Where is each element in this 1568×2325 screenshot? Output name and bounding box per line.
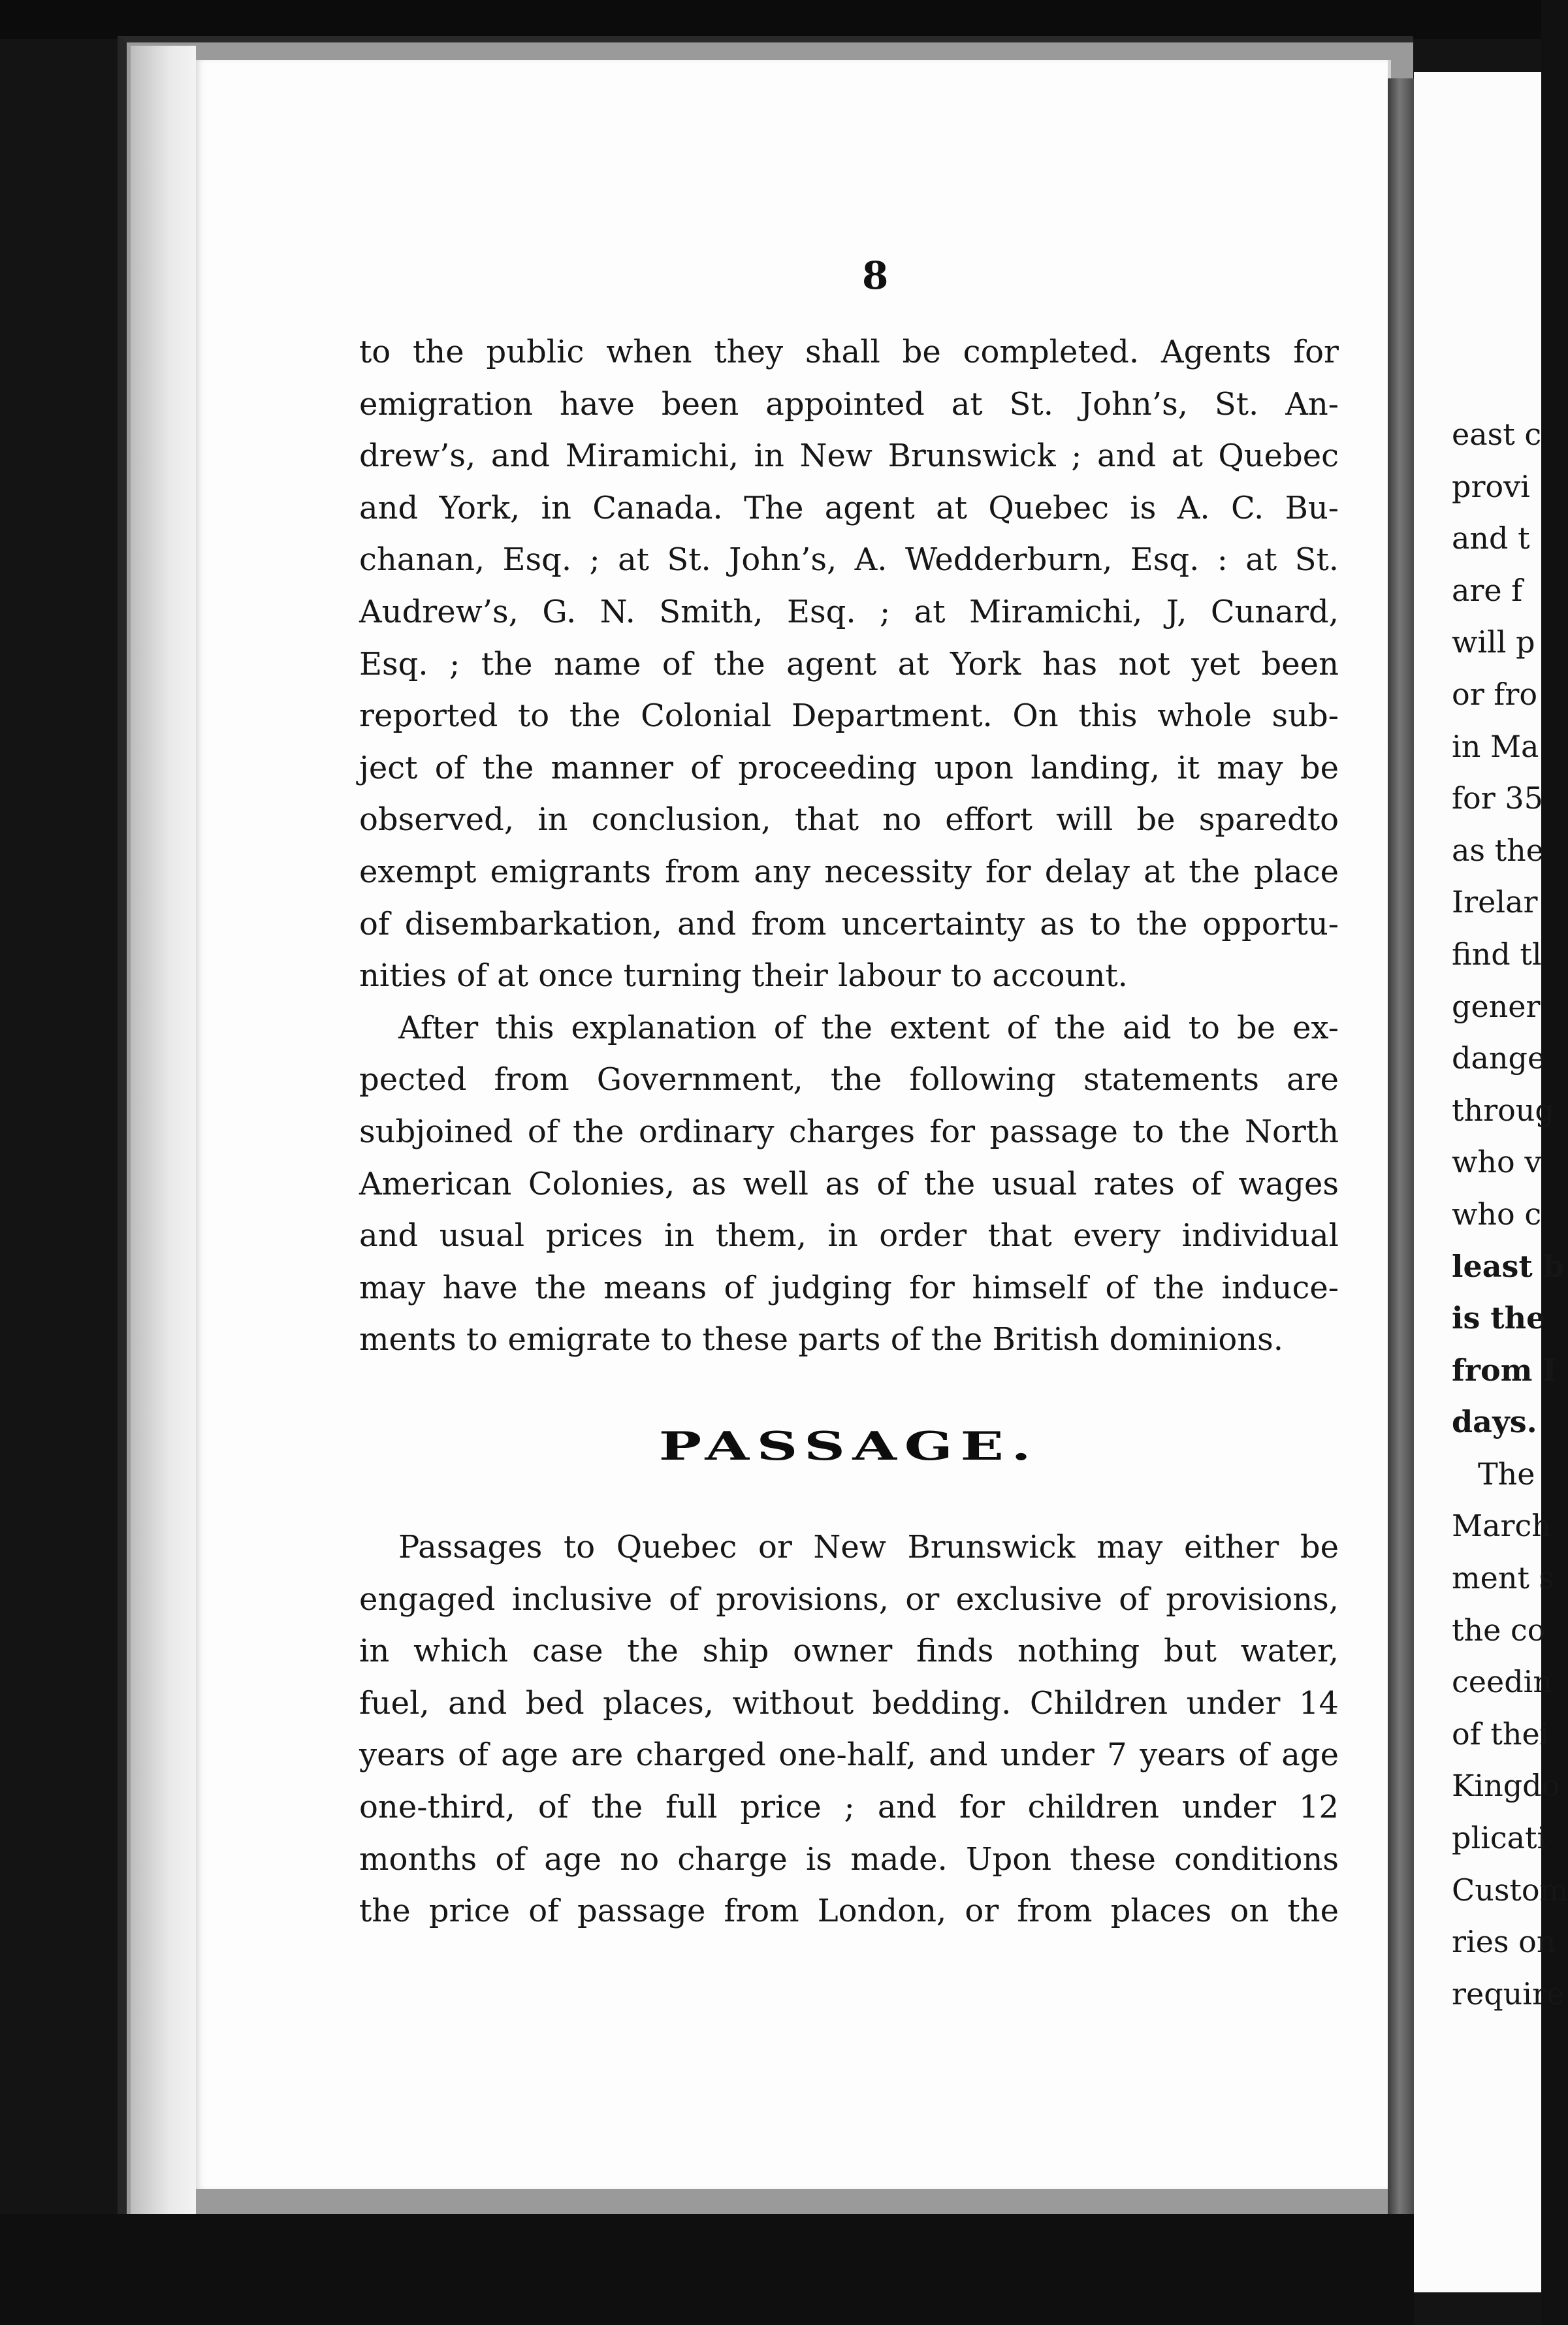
facing-page-line: as the — [1452, 832, 1544, 868]
facing-page-line: ceedin — [1452, 1664, 1552, 1700]
text-line: chanan, Esq. ; at St. John’s, A. Wedderburn, Esq. : at St. — [359, 541, 1339, 579]
section-heading — [359, 1424, 1339, 1469]
text-line: drew’s, and Miramichi, in New Brunswick ; and at Quebec — [359, 438, 1339, 475]
text-line: and usual prices in them, in order that every individual — [359, 1217, 1339, 1255]
facing-page-line: find tl — [1452, 936, 1542, 972]
facing-page-line: Irelar — [1452, 884, 1538, 920]
text-line: subjoined of the ordinary charges for passage to the North — [359, 1113, 1339, 1150]
page-number: 8 — [862, 253, 889, 298]
text-line: observed, in conclusion, that no effort will be sparedto — [359, 801, 1339, 839]
facing-page-line: throug — [1452, 1092, 1554, 1128]
facing-page-line: east c — [1452, 417, 1542, 452]
text-line: fuel, and bed places, without bedding. Children under 14 — [359, 1684, 1339, 1722]
facing-page-line: gener — [1452, 988, 1541, 1024]
book-gutter — [1388, 78, 1414, 2221]
paragraph-continuation — [359, 327, 1339, 1366]
text-line: the price of passage from London, or from places on the — [359, 1893, 1339, 1930]
text-line: ject of the manner of proceeding upon landing, it may be — [359, 749, 1339, 786]
facing-page-line: or fro — [1452, 676, 1538, 712]
text-line: reported to the Colonial Department. On this whole sub- — [359, 698, 1339, 735]
section-heading-text: PASSAGE. — [659, 1424, 1039, 1469]
page-stack-edge — [131, 46, 196, 2214]
facing-page-line: who v — [1452, 1144, 1542, 1180]
scan-top-border — [0, 0, 1541, 39]
text-line: one-third, of the full price ; and for children under 12 — [359, 1788, 1339, 1825]
facing-page-line: ries on — [1452, 1924, 1556, 1960]
facing-page-line: plicati — [1452, 1820, 1547, 1856]
facing-page — [1414, 72, 1568, 2292]
text-line: and York, in Canada. The agent at Quebec is A. C. Bu- — [359, 489, 1339, 526]
text-line: emigration have been appointed at St. John’s, St. An- — [359, 385, 1339, 423]
facing-page-text — [1452, 409, 1568, 2020]
facing-page-line: March — [1452, 1508, 1551, 1544]
facing-page-line: the co — [1452, 1612, 1546, 1648]
text-line: exempt emigrants from any necessity for delay at the place — [359, 853, 1339, 890]
text-line: nities of at once turning their labour to account. — [359, 957, 1128, 995]
facing-page-line: dange — [1452, 1040, 1546, 1076]
facing-page-line: ment s — [1452, 1560, 1555, 1596]
facing-page-line: of thei — [1452, 1716, 1550, 1752]
facing-page-line: for 35 — [1452, 780, 1543, 816]
text-line: in which case the ship owner finds nothing but water, — [359, 1633, 1339, 1670]
text-line: may have the means of judging for himself of the induce- — [359, 1269, 1339, 1306]
text-line: American Colonies, as well as of the usual rates of wages — [359, 1165, 1339, 1202]
facing-page-line: Custom — [1452, 1872, 1568, 1908]
facing-page-line: in Ma — [1452, 728, 1539, 764]
text-line: ments to emigrate to these parts of the British dominions. — [359, 1321, 1284, 1358]
text-line: pected from Government, the following statements are — [359, 1061, 1339, 1098]
text-line: to the public when they shall be completed. Agents for — [359, 334, 1339, 370]
text-line: Esq. ; the name of the agent at York has not yet been — [359, 645, 1339, 682]
facing-page-line: require — [1452, 1976, 1565, 2012]
facing-page-line: least b — [1452, 1248, 1564, 1284]
text-line: of disembarkation, and from uncertainty as to the opportu- — [359, 905, 1339, 942]
facing-page-line: Kingdo — [1452, 1768, 1560, 1804]
paragraph-passage — [359, 1522, 1339, 1938]
facing-page-line: from I — [1452, 1352, 1557, 1388]
facing-page-line: provi — [1452, 468, 1530, 504]
text-line: Passages to Quebec or New Brunswick may either be — [398, 1529, 1339, 1565]
facing-page-line: will p — [1452, 624, 1535, 660]
facing-page-line: and t — [1452, 521, 1530, 556]
text-line: years of age are charged one-half, and under 7 years of age — [359, 1737, 1339, 1774]
facing-page-line: are f — [1452, 572, 1523, 608]
facing-page-line: who c — [1452, 1196, 1542, 1232]
text-line: Audrew’s, G. N. Smith, Esq. ; at Miramichi, J, Cunard, — [359, 593, 1339, 630]
text-line: engaged inclusive of provisions, or exclusive of provisions, — [359, 1580, 1339, 1618]
text-line: After this explanation of the extent of the aid to be ex- — [398, 1009, 1339, 1046]
facing-page-line: The — [1478, 1456, 1535, 1492]
text-line: months of age no charge is made. Upon these conditions — [359, 1840, 1339, 1878]
scan-bottom-border — [0, 2214, 1414, 2325]
facing-page-line: days. — [1452, 1404, 1537, 1440]
facing-page-line: is the — [1452, 1300, 1546, 1336]
